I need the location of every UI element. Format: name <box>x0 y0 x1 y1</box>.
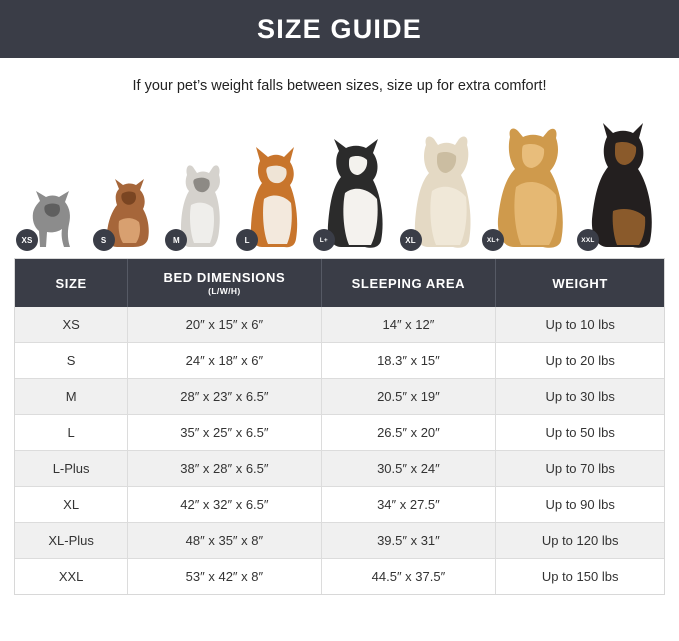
cell-weight: Up to 150 lbs <box>496 559 664 595</box>
cell-sleeping-area: 44.5″ x 37.5″ <box>321 559 496 595</box>
pet-badge-xs: XS <box>16 229 38 251</box>
cell-dimensions: 20″ x 15″ x 6″ <box>128 307 321 343</box>
page-title: SIZE GUIDE <box>256 13 423 44</box>
cell-sleeping-area: 39.5″ x 31″ <box>321 523 496 559</box>
pet-figure-xl <box>406 133 474 249</box>
doberman-silhouette <box>583 121 659 249</box>
cell-dimensions: 48″ x 35″ x 8″ <box>128 523 321 559</box>
cell-size: L <box>15 415 128 451</box>
cell-dimensions: 35″ x 25″ x 6.5″ <box>128 415 321 451</box>
cell-dimensions: 42″ x 32″ x 6.5″ <box>128 487 321 523</box>
cell-weight: Up to 90 lbs <box>496 487 664 523</box>
table-row <box>15 415 664 451</box>
cell-weight: Up to 10 lbs <box>496 307 664 343</box>
pet-figure-l-plus <box>319 137 391 249</box>
cell-sleeping-area: 14″ x 12″ <box>321 307 496 343</box>
header-bed-dimensions-sub: (L/W/H) <box>208 286 241 296</box>
pet-figure-xxl <box>583 121 659 249</box>
cell-dimensions: 24″ x 18″ x 6″ <box>128 343 321 379</box>
table-row <box>15 379 664 415</box>
pet-badge-l-plus: L+ <box>313 229 335 251</box>
pet-figure-m <box>171 161 227 249</box>
pet-badge-l: L <box>236 229 258 251</box>
cell-size: XL-Plus <box>15 523 128 559</box>
cell-size: XL <box>15 487 128 523</box>
size-table-body <box>15 307 664 594</box>
size-table <box>15 259 664 594</box>
cell-size: XXL <box>15 559 128 595</box>
cell-size: XS <box>15 307 128 343</box>
cell-weight: Up to 20 lbs <box>496 343 664 379</box>
table-header-row <box>15 259 664 307</box>
header-bed-dimensions <box>128 259 321 307</box>
table-row <box>15 487 664 523</box>
header-weight-label: WEIGHT <box>552 275 608 291</box>
pet-figure-xs <box>22 187 84 249</box>
header-size-label: SIZE <box>55 275 87 291</box>
pet-badge-xl-plus: XL+ <box>482 229 504 251</box>
cell-size: M <box>15 379 128 415</box>
cell-dimensions: 38″ x 28″ x 6.5″ <box>128 451 321 487</box>
header-bed-dimensions-label: BED DIMENSIONS <box>163 270 286 285</box>
table-row <box>15 559 664 595</box>
golden-retriever-silhouette <box>488 125 568 249</box>
cell-sleeping-area: 18.3″ x 15″ <box>321 343 496 379</box>
cell-weight: Up to 50 lbs <box>496 415 664 451</box>
table-row <box>15 523 664 559</box>
pet-silhouette-row <box>14 114 665 249</box>
cell-sleeping-area: 26.5″ x 20″ <box>321 415 496 451</box>
header-weight <box>496 259 664 307</box>
table-row <box>15 451 664 487</box>
pet-figure-s <box>99 177 157 249</box>
pet-badge-xxl: XXL <box>577 229 599 251</box>
subtitle-section <box>0 58 679 114</box>
header-size <box>15 259 128 307</box>
size-table-head <box>15 259 664 307</box>
header-banner <box>0 0 679 58</box>
cell-dimensions: 53″ x 42″ x 8″ <box>128 559 321 595</box>
cell-dimensions: 28″ x 23″ x 6.5″ <box>128 379 321 415</box>
cell-sleeping-area: 20.5″ x 19″ <box>321 379 496 415</box>
cell-weight: Up to 70 lbs <box>496 451 664 487</box>
cell-sleeping-area: 34″ x 27.5″ <box>321 487 496 523</box>
cell-size: L-Plus <box>15 451 128 487</box>
cell-weight: Up to 30 lbs <box>496 379 664 415</box>
subtitle-text: If your pet’s weight falls between sizes, size up for extra comfort! <box>132 78 547 94</box>
pet-badge-s: S <box>93 229 115 251</box>
size-table-container <box>14 258 665 595</box>
cell-weight: Up to 120 lbs <box>496 523 664 559</box>
header-sleeping-area <box>321 259 496 307</box>
table-row <box>15 343 664 379</box>
pet-figure-xl-plus <box>488 125 568 249</box>
cell-sleeping-area: 30.5″ x 24″ <box>321 451 496 487</box>
table-row <box>15 307 664 343</box>
pet-figure-l <box>242 145 304 249</box>
cell-size: S <box>15 343 128 379</box>
pet-badge-xl: XL <box>400 229 422 251</box>
header-sleeping-area-label: SLEEPING AREA <box>351 275 466 291</box>
pet-badge-m: M <box>165 229 187 251</box>
